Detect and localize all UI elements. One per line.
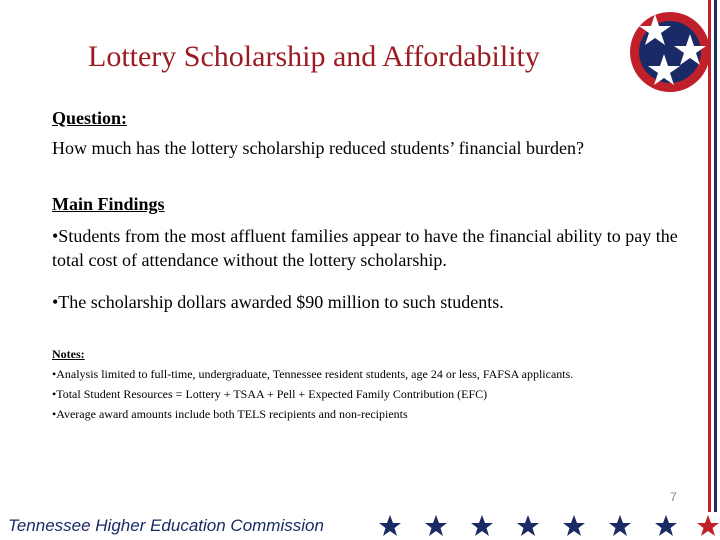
notes-heading: Notes: <box>52 347 85 361</box>
star-icon <box>562 514 586 538</box>
slide-title: Lottery Scholarship and Affordability <box>88 40 540 73</box>
tennessee-tri-star-icon <box>628 6 712 98</box>
footer-org-name: Tennessee Higher Education Commission <box>8 516 324 535</box>
star-icon <box>470 514 494 538</box>
slide-body <box>52 106 692 424</box>
star-icon <box>696 514 720 538</box>
star-icon <box>654 514 678 538</box>
star-icon <box>378 514 402 538</box>
finding-item: •Students from the most affluent families appear to have the financial ability to pay the total cost of attendance without the lottery scholarship. <box>52 226 678 270</box>
question-heading: Question: <box>52 108 128 128</box>
page-number: 7 <box>670 490 677 504</box>
star-icon <box>516 514 540 538</box>
question-text: How much has the lottery scholarship reduced students’ financial burden? <box>52 138 585 158</box>
right-blue-rule <box>714 0 717 512</box>
note-item: •Average award amounts include both TELS recipients and non-recipients <box>52 407 408 421</box>
notes-section <box>52 344 692 424</box>
findings-heading: Main Findings <box>52 194 165 214</box>
note-item: •Analysis limited to full-time, undergraduate, Tennessee resident students, age 24 or less, FAFSA applicants. <box>52 367 574 381</box>
star-icon <box>424 514 448 538</box>
star-icon <box>608 514 632 538</box>
footer <box>0 510 720 540</box>
finding-item: •The scholarship dollars awarded $90 million to such students. <box>52 292 504 312</box>
note-item: •Total Student Resources = Lottery + TSAA + Pell + Expected Family Contribution (EFC) <box>52 387 488 401</box>
